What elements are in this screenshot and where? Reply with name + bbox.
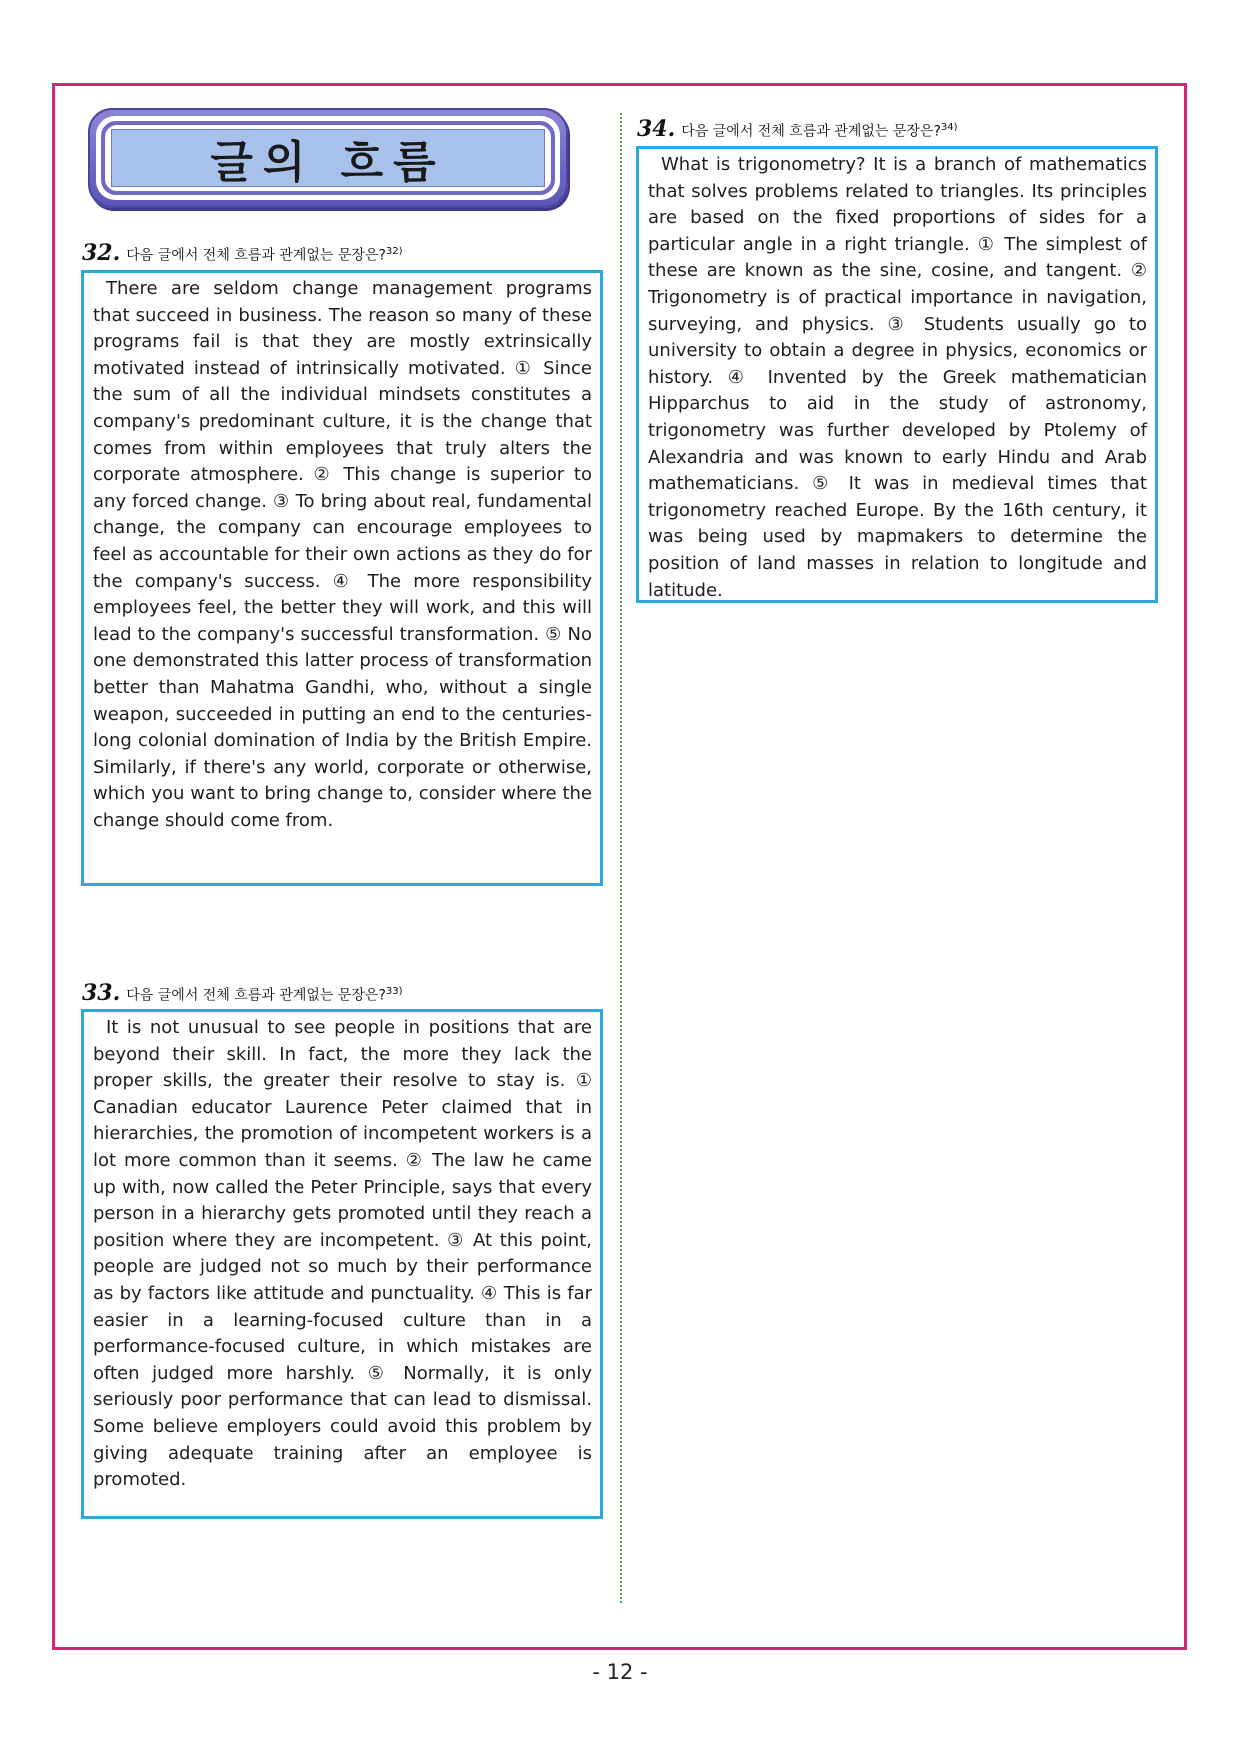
passage-34: What is trigonometry? It is a branch of mathematics that solves problems related to triangles. Its principles are based on the fixed proportions of sides for a particular angle in a right triangle. ① The simplest of these are known as the sine, cosine, and tangent. ② Trigonometry is of practical importance in navigation, surveying, and physics. ③ Students usually go to university to obtain a degree in physics, economics or history. ④ Invented by the Greek mathematician Hipparchus to aid in the study of astronomy, trigonometry was further developed by Ptolemy of Alexandria and was known to early Hindu and Arab mathematicians. ⑤ It was in medieval times that trigonometry reached Europe. By the 16th century, it was being used by mapmakers to determine the position of land masses in relation to longitude and latitude.	[636, 146, 1158, 603]
footnote-ref: 32)	[385, 246, 403, 257]
question-number: 34.	[637, 115, 676, 142]
question-34-header	[637, 115, 958, 142]
footnote-ref: 33)	[385, 986, 403, 997]
section-title-banner	[88, 108, 568, 208]
question-32-header	[82, 239, 403, 266]
question-prompt: 다음 글에서 전체 흐름과 관계없는 문장은?	[681, 123, 941, 140]
question-prompt: 다음 글에서 전체 흐름과 관계없는 문장은?	[126, 987, 386, 1004]
passage-32: There are seldom change management programs that succeed in business. The reason so many of these programs fail is that they are mostly extrinsically motivated instead of intrinsically motivated. ① Since the sum of all the individual mindsets constitutes a company's predominant culture, it is the change that comes from within employees that truly alters the corporate atmosphere. ② This change is superior to any forced change. ③ To bring about real, fundamental change, the company can encourage employees to feel as accountable for their own actions as they do for the company's success. ④ The more responsibility employees feel, the better they will work, and this will lead to the company's successful transformation. ⑤ No one demonstrated this latter process of transformation better than Mahatma Gandhi, who, without a single weapon, succeeded in putting an end to the centuries-long colonial domination of India by the British Empire. Similarly, if there's any world, corporate or otherwise, which you want to bring change to, consider where the change should come from.	[81, 270, 603, 886]
passage-33: It is not unusual to see people in positions that are beyond their skill. In fact, the more they lack the proper skills, the greater their resolve to stay is. ① Canadian educator Laurence Peter claimed that in hierarchies, the promotion of incompetent workers is a lot more common than it seems. ② The law he came up with, now called the Peter Principle, says that every person in a hierarchy gets promoted until they reach a position where they are incompetent. ③ At this point, people are judged not so much by their performance as by factors like attitude and punctuality. ④ This is far easier in a learning-focused culture than in a performance-focused culture, in which mistakes are often judged more harshly. ⑤ Normally, it is only seriously poor performance that can lead to dismissal. Some believe employers could avoid this problem by giving adequate training after an employee is promoted.	[81, 1009, 603, 1519]
question-prompt: 다음 글에서 전체 흐름과 관계없는 문장은?	[126, 247, 386, 264]
question-number: 33.	[82, 979, 121, 1006]
page-number: - 12 -	[592, 1660, 648, 1684]
question-number: 32.	[82, 239, 121, 266]
section-title: 글의 흐름	[210, 137, 446, 188]
footnote-ref: 34)	[940, 122, 958, 133]
column-divider	[620, 113, 622, 1603]
question-33-header	[82, 979, 403, 1006]
